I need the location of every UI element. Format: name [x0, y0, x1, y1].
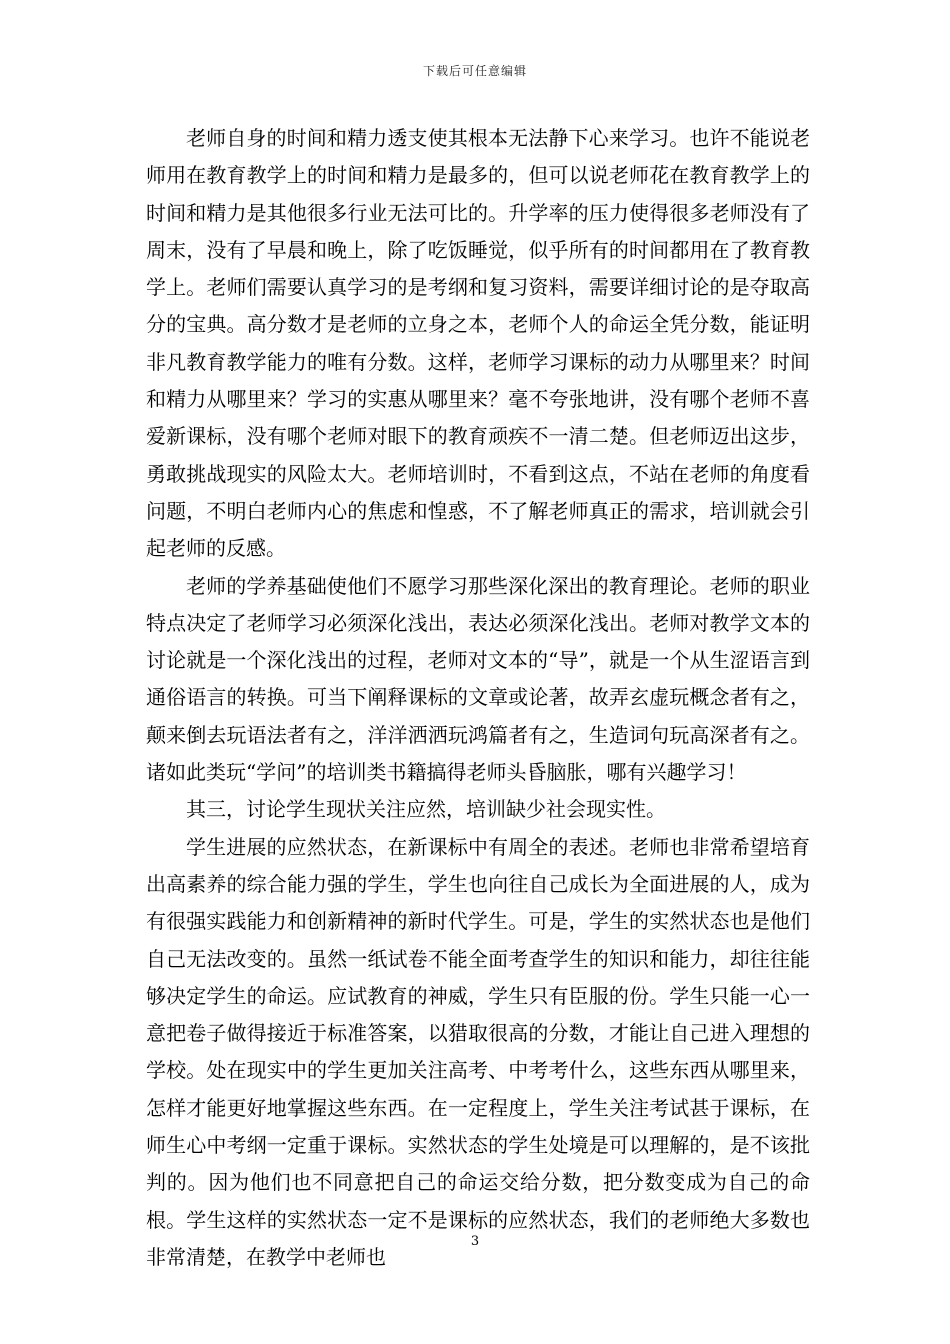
section-heading-third: 其三，讨论学生现状关注应然，培训缺少社会现实性。	[186, 797, 666, 822]
paragraph-student-state: 学生进展的应然状态，在新课标中有周全的表述。老师也非常希望培育出高素养的综合能力强的学生，学生也向往自己成长为全面进展的人，成为有很强实践能力和创新精神的新时代学生。可是，学生的实然状态也是他们自己无法改变的。虽然一纸试卷不能全面考查学生的知识和能力，却往往能够决定学生的命运。应试教育的神威，学生只有臣服的份。学生只能一心一意把卷子做得接近于标准答案，以猎取很高的分数，才能让自己进入理想的学校。处在现实中的学生更加关注高考、中考考什么，这些东西从哪里来，怎样才能更好地掌握这些东西。在一定程度上，学生关注考试甚于课标，在师生心中考纲一定重于课标。实然状态的学生处境是可以理解的，是不该批判的。因为他们也不同意把自己的命运交给分数，把分数变成为自己的命根。学生这样的实然状态一定不是课标的应然状态，我们的老师绝大多数也非常清楚，在教学中老师也	[146, 834, 810, 1269]
document-body	[146, 120, 810, 1276]
page-header: 下载后可任意编辑	[422, 64, 527, 78]
page-number: 3	[470, 1234, 480, 1249]
paragraph-teacher-literacy: 老师的学养基础使他们不愿学习那些深化深出的教育理论。老师的职业特点决定了老师学习必须深化浅出，表达必须深化浅出。老师对教学文本的讨论就是一个深化浅出的过程，老师对文本的“导”，就是一个从生涩语言到通俗语言的转换。可当下阐释课标的文章或论著，故弄玄虚玩概念者有之，颠来倒去玩语法者有之，洋洋洒洒玩鸿篇者有之，生造词句玩高深者有之。诸如此类玩“学问”的培训类书籍搞得老师头昏脑胀，哪有兴趣学习！	[146, 573, 810, 785]
paragraph-teacher-time: 老师自身的时间和精力透支使其根本无法静下心来学习。也许不能说老师用在教育教学上的时间和精力是最多的，但可以说老师花在教育教学上的时间和精力是其他很多行业无法可比的。升学率的压力使得很多老师没有了周末，没有了早晨和晚上，除了吃饭睡觉，似乎所有的时间都用在了教育教学上。老师们需要认真学习的是考纲和复习资料，需要详细讨论的是夺取高分的宝典。高分数才是老师的立身之本，老师个人的命运全凭分数，能证明非凡教育教学能力的唯有分数。这样，老师学习课标的动力从哪里来？时间和精力从哪里来？学习的实惠从哪里来？毫不夸张地讲，没有哪个老师不喜爱新课标，没有哪个老师对眼下的教育顽疾不一清二楚。但老师迈出这步，勇敢挑战现实的风险太大。老师培训时，不看到这点，不站在老师的角度看问题，不明白老师内心的焦虑和惶惑，不了解老师真正的需求，培训就会引起老师的反感。	[146, 126, 810, 561]
